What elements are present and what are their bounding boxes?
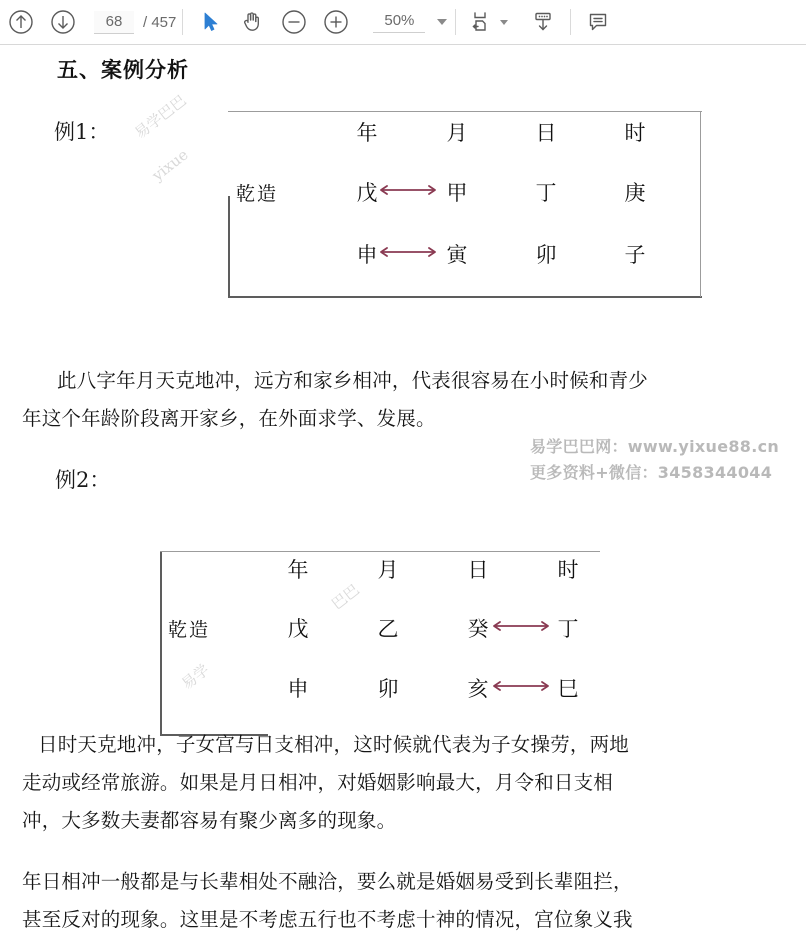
watermark-line-2: 更多资料+微信：3458344044: [530, 463, 773, 482]
table1-stem-day: 丁: [535, 181, 557, 205]
table1-branch-hour: 子: [624, 243, 646, 267]
zoom-level-label: 50%: [373, 12, 425, 33]
zoom-in-button[interactable]: [315, 1, 357, 43]
prev-page-button[interactable]: [0, 1, 42, 43]
scan-smudge: 易学: [177, 660, 213, 694]
table2-stem-year: 戊: [287, 617, 309, 641]
table1-branch-day: 卯: [535, 243, 557, 267]
hand-tool-button[interactable]: [231, 1, 273, 43]
table2-stem-month: 乙: [377, 617, 399, 641]
paragraph-2-line-3: 冲，大多数夫妻都容易有聚少离多的现象。: [22, 809, 397, 832]
table1-stem-year: 戊: [356, 181, 378, 205]
table2-stem-hour: 丁: [557, 617, 579, 641]
tools-group: [189, 1, 449, 43]
fit-page-button[interactable]: [462, 1, 498, 43]
table2-row-label: 乾造: [168, 619, 211, 641]
table2-border-top: [160, 551, 600, 552]
table1-branch-month: 寅: [446, 243, 468, 267]
paragraph-3-line-2: 甚至反对的现象。这里是不考虑五行也不考虑十神的情况，宫位象义我: [22, 908, 633, 931]
table1-header-day: 日: [535, 121, 557, 145]
page-number-input[interactable]: [94, 11, 134, 34]
zoom-out-button[interactable]: [273, 1, 315, 43]
comment-button[interactable]: [577, 1, 619, 43]
zoom-level-group[interactable]: [373, 12, 447, 33]
view-group: [462, 1, 564, 43]
select-tool-button[interactable]: [189, 1, 231, 43]
table1-branch-year: 申: [356, 243, 378, 267]
table2-header-year: 年: [287, 558, 309, 582]
example-1-label: 例1：: [54, 120, 110, 144]
page-nav-group: [0, 1, 176, 43]
table1-stem-hour: 庚: [624, 181, 646, 205]
total-pages-label: / 457: [143, 13, 177, 31]
toolbar-divider-2: [455, 9, 456, 35]
table1-header-hour: 时: [624, 121, 646, 145]
next-page-button[interactable]: [42, 1, 84, 43]
table2-header-day: 日: [467, 558, 489, 582]
scan-smudge: 巴巴: [327, 580, 363, 614]
paragraph-1-line-2: 年这个年龄阶段离开家乡，在外面求学、发展。: [22, 407, 436, 430]
scan-smudge: yixue: [148, 145, 192, 185]
download-button[interactable]: [522, 1, 564, 43]
table1-stem-month: 甲: [446, 181, 468, 205]
paragraph-2-line-2: 走动或经常旅游。如果是月日相冲，对婚姻影响最大，月令和日支相: [22, 771, 614, 794]
table1-header-year: 年: [356, 121, 378, 145]
table2-branch-day: 亥: [467, 677, 489, 701]
table2-border-left: [160, 552, 162, 735]
table1-header-month: 月: [446, 121, 468, 145]
page-number-group: [94, 11, 176, 34]
table2-stem-clash-arrow: [489, 620, 553, 634]
watermark-line-1: 易学巴巴网：www.yixue88.cn: [530, 437, 780, 456]
bazi-table-2: [0, 46, 806, 746]
table2-branch-month: 卯: [377, 677, 399, 701]
table2-branch-year: 申: [287, 677, 309, 701]
table2-header-hour: 时: [557, 558, 579, 582]
chevron-down-icon[interactable]: [437, 19, 447, 25]
toolbar-divider-3: [570, 9, 571, 35]
table2-header-month: 月: [377, 558, 399, 582]
paragraph-2-line-1: 日时天克地冲，子女宫与日支相冲，这时候就代表为子女操劳，两地: [38, 733, 630, 756]
pdf-page: [0, 46, 806, 936]
pdf-toolbar: [0, 0, 806, 45]
scan-smudge: 易学巴巴: [131, 91, 190, 143]
table2-branch-hour: 巳: [557, 677, 579, 701]
table2-stem-day: 癸: [467, 617, 489, 641]
example-2-label: 例2：: [55, 468, 111, 492]
fit-page-chevron-icon[interactable]: [500, 20, 508, 25]
toolbar-divider-1: [182, 9, 183, 35]
paragraph-1-line-1: 此八字年月天克地冲，远方和家乡相冲，代表很容易在小时候和青少: [57, 369, 649, 392]
paragraph-3-line-1: 年日相冲一般都是与长辈相处不融洽，要么就是婚姻易受到长辈阻拦，: [22, 870, 633, 893]
table2-branch-clash-arrow: [489, 680, 553, 694]
table1-row-label: 乾造: [236, 183, 279, 205]
page-title: 五、案例分析: [57, 58, 189, 82]
